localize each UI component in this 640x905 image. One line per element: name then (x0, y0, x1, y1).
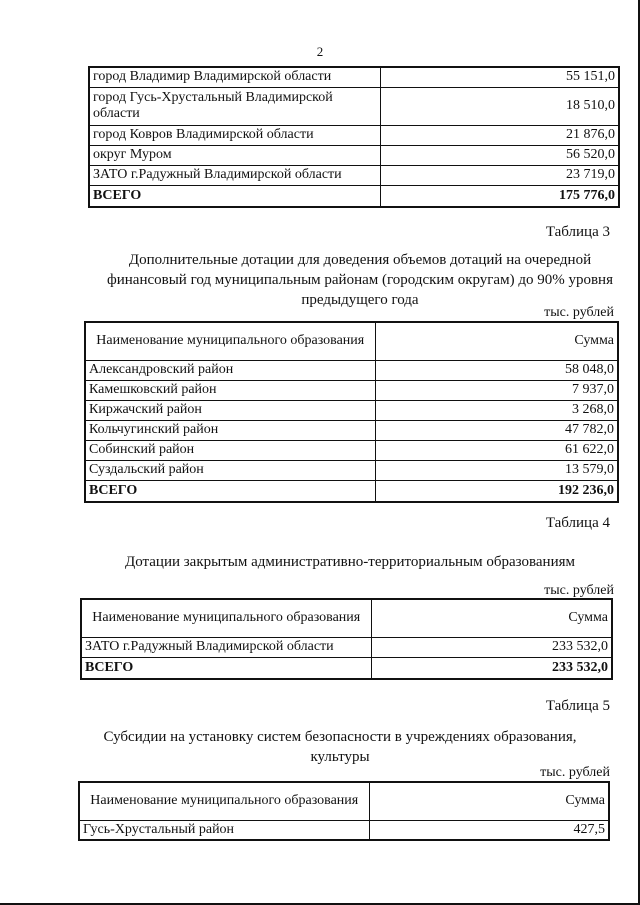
table5-units: тыс. рублей (540, 765, 610, 780)
continuation-table (88, 66, 620, 208)
col-sum-header: Сумма (369, 782, 609, 820)
row-amount: 21 876,0 (380, 125, 619, 145)
total-label: ВСЕГО (85, 480, 375, 502)
table5-header (79, 782, 609, 820)
row-amount: 23 719,0 (380, 165, 619, 185)
row-name: округ Муром (89, 145, 380, 165)
table-row (85, 440, 618, 460)
row-amount: 61 622,0 (375, 440, 618, 460)
row-amount: 55 151,0 (380, 67, 619, 87)
row-amount: 7 937,0 (375, 380, 618, 400)
row-amount: 47 782,0 (375, 420, 618, 440)
table-row (85, 400, 618, 420)
table3 (84, 321, 619, 503)
row-name: город Ковров Владимирской области (89, 125, 380, 145)
table4-header (81, 599, 612, 637)
table-row (81, 637, 612, 657)
table-row (85, 420, 618, 440)
total-amount: 175 776,0 (380, 185, 619, 207)
row-amount: 233 532,0 (371, 637, 612, 657)
table-row (85, 380, 618, 400)
table-row (79, 820, 609, 840)
total-row (81, 657, 612, 679)
col-name-header: Наименование муниципального образования (81, 599, 371, 637)
row-name: Киржачский район (85, 400, 375, 420)
table-row (89, 67, 619, 87)
total-label: ВСЕГО (89, 185, 380, 207)
total-label: ВСЕГО (81, 657, 371, 679)
table4-caption: Дотации закрытым административно-территориальным образованиям (124, 554, 575, 570)
row-name: ЗАТО г.Радужный Владимирской области (89, 165, 380, 185)
page-number: 2 (316, 44, 324, 59)
table5-caption: Субсидии на установку систем безопасности в учреждениях образования, культуры (103, 729, 577, 765)
row-amount: 3 268,0 (375, 400, 618, 420)
row-amount: 18 510,0 (380, 87, 619, 125)
col-sum-header: Сумма (371, 599, 612, 637)
row-name: Александровский район (85, 360, 375, 380)
total-amount: 192 236,0 (375, 480, 618, 502)
row-name: Собинский район (85, 440, 375, 460)
col-name-header: Наименование муниципального образования (85, 322, 375, 360)
row-amount: 56 520,0 (380, 145, 619, 165)
table-row (85, 460, 618, 480)
table-row (89, 125, 619, 145)
row-name: Кольчугинский район (85, 420, 375, 440)
table-row (89, 165, 619, 185)
row-amount: 427,5 (369, 820, 609, 840)
row-name: Суздальский район (85, 460, 375, 480)
table4-label: Таблица 4 (545, 515, 610, 531)
table-row (89, 145, 619, 165)
table5 (78, 781, 610, 841)
col-sum-header: Сумма (375, 322, 618, 360)
row-name: город Владимир Владимирской области (89, 67, 380, 87)
row-amount: 13 579,0 (375, 460, 618, 480)
total-row (89, 185, 619, 207)
table3-label: Таблица 3 (545, 224, 610, 240)
table4 (80, 598, 613, 680)
row-name: Камешковский район (85, 380, 375, 400)
table-row (85, 360, 618, 380)
row-name: ЗАТО г.Радужный Владимирской области (81, 637, 371, 657)
total-amount: 233 532,0 (371, 657, 612, 679)
row-amount: 58 048,0 (375, 360, 618, 380)
table-row (89, 87, 619, 125)
table3-caption: Дополнительные дотации для доведения объемов дотаций на очередной финансовый год муниципальным районам (городским округам) до 90% уровня предыдущего года (107, 252, 613, 308)
table4-units: тыс. рублей (544, 583, 614, 598)
table5-label: Таблица 5 (545, 698, 610, 714)
total-row (85, 480, 618, 502)
row-name: город Гусь-Хрустальный Владимирской области (89, 87, 380, 125)
col-name-header: Наименование муниципального образования (79, 782, 369, 820)
row-name: Гусь-Хрустальный район (79, 820, 369, 840)
table3-units: тыс. рублей (544, 305, 614, 320)
table3-header (85, 322, 618, 360)
